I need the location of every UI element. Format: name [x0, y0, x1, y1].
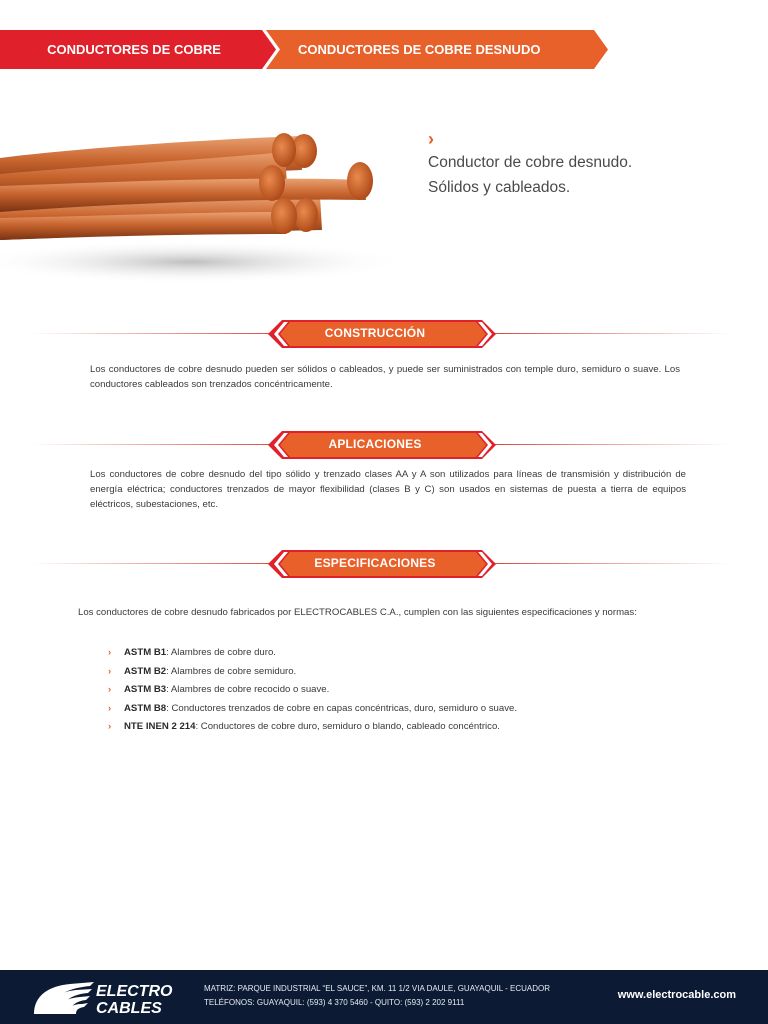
section-header-aplicaciones — [30, 431, 730, 459]
breadcrumb — [0, 30, 610, 69]
hero-line-1: Conductor de cobre desnudo. — [428, 154, 633, 171]
section-title: CONSTRUCCIÓN — [324, 326, 426, 340]
chevron-right-icon: › — [108, 721, 112, 732]
section-title: APLICACIONES — [328, 437, 422, 451]
hero-line-2: Sólidos y cableados. — [428, 179, 571, 196]
address-line: MATRIZ: PARQUE INDUSTRIAL “EL SAUCE”, KM. 11 1/2 VIA DAULE, GUAYAQUIL - ECUADOR — [204, 984, 550, 993]
phones-line: TELÉFONOS: GUAYAQUIL: (593) 4 370 5460 - QUITO: (593) 2 202 9111 — [204, 998, 465, 1007]
aplicaciones-text: Los conductores de cobre desnudo del tipo sólido y trenzado clases AA y A son utilizados para líneas de transmisión y distribución de energía eléctrica; conductores trenzados de mayor flexibilidad (clases B y C) son usados en sistemas de puesta a tierra de equipos eléctricos, subestaciones, etc. — [90, 469, 686, 510]
chevron-right-icon: › — [108, 647, 112, 658]
spec-item: › ASTM B1: Alambres de cobre duro. — [108, 644, 708, 663]
chevron-right-icon: › — [108, 684, 112, 695]
spec-list — [108, 644, 708, 737]
spec-item: › ASTM B2: Alambres de cobre semiduro. — [108, 663, 708, 682]
section-header-construccion — [30, 320, 730, 348]
spec-item: › ASTM B3: Alambres de cobre recocido o suave. — [108, 681, 708, 700]
breadcrumb-level1[interactable]: CONDUCTORES DE COBRE — [47, 42, 221, 57]
product-image — [0, 100, 400, 310]
spec-item: › NTE INEN 2 214: Conductores de cobre duro, semiduro o blando, cableado concéntrico. — [108, 718, 708, 737]
chevron-right-icon: › — [108, 665, 112, 677]
section-title: ESPECIFICACIONES — [314, 556, 436, 570]
section-header-especificaciones — [30, 550, 730, 578]
company-logo[interactable] — [30, 978, 180, 1018]
logo-mark-icon — [30, 978, 180, 1018]
svg-text:ELECTRO: ELECTRO — [96, 983, 173, 1000]
hero-description — [428, 128, 728, 200]
breadcrumb-level2: CONDUCTORES DE COBRE DESNUDO — [298, 42, 541, 57]
especificaciones-intro: Los conductores de cobre desnudo fabricados por ELECTROCABLES C.A., cumplen con las siguientes especificaciones y normas: — [78, 607, 637, 618]
chevron-right-icon: › — [108, 702, 112, 714]
company-address — [204, 982, 550, 1010]
footer — [0, 970, 768, 1024]
svg-text:CABLES: CABLES — [96, 1000, 162, 1017]
spec-item: › ASTM B8: Conductores trenzados de cobre en capas concéntricas, duro, semiduro o suave. — [108, 700, 708, 719]
construccion-text: Los conductores de cobre desnudo pueden ser sólidos o cableados, y puede ser suministrados con temple duro, semiduro o suave. Los conductores cableados son trenzados concéntricamente. — [90, 364, 680, 390]
website-link[interactable]: www.electrocable.com — [617, 989, 736, 1001]
chevron-right-icon: › — [428, 129, 434, 149]
